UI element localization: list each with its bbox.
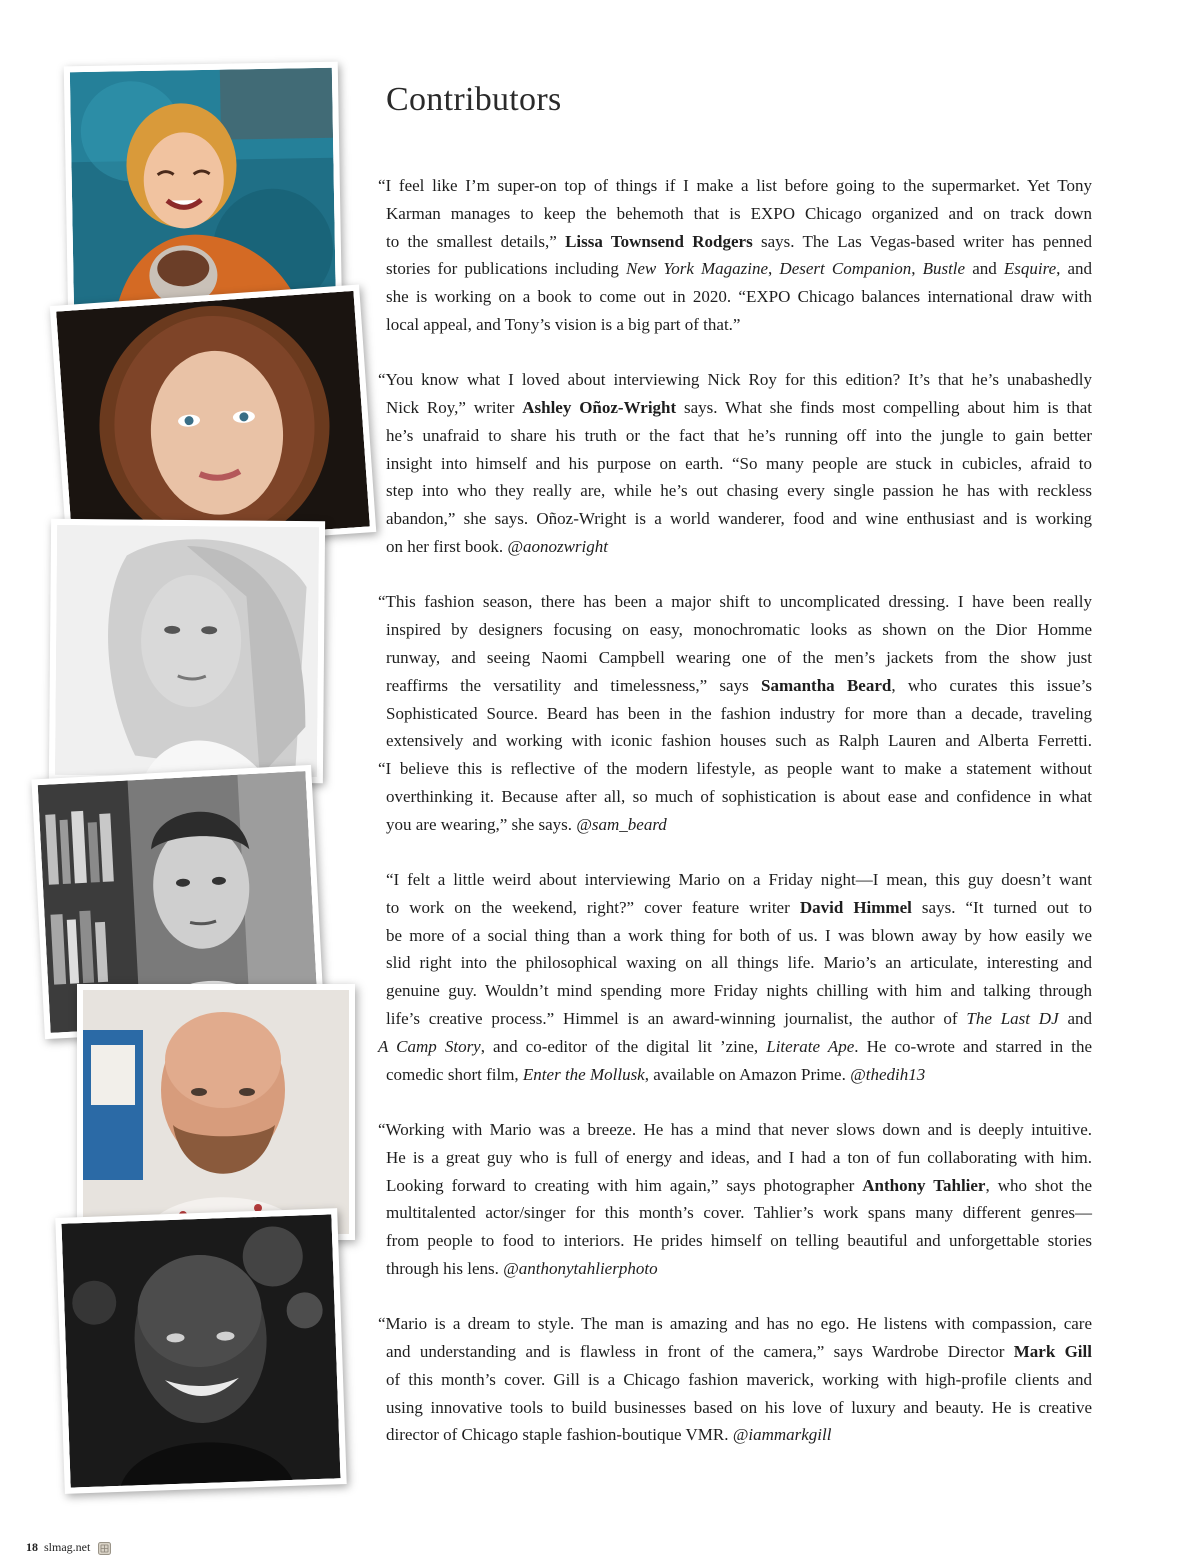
social-handle[interactable]: @anthonytahlierphoto — [503, 1258, 658, 1278]
book-title: A Camp Story — [378, 1036, 481, 1056]
bio-line: of this month’s cover. Gill is a Chicago fashion maverick, working with high-profile clients and — [386, 1369, 1092, 1389]
bio-line: Nick Roy,” writer Ashley Oñoz-Wright says. What she finds most compelling about him is that — [386, 398, 1092, 418]
woman-blonde-bw-icon — [55, 525, 319, 777]
bio-onoz-wright — [378, 366, 1092, 561]
bio-line: He is a great guy who is full of energy and ideas, and I had a ton of fun collaborating with him. — [386, 1147, 1092, 1167]
bio-line: insight into himself and his purpose on earth. “So many people are stuck in cubicles, afraid to — [386, 453, 1092, 473]
publication-title: New York Magazine — [625, 259, 769, 279]
bio-line: be more of a social thing than a work thing for both of us. I was blown away by how easily we — [386, 925, 1092, 945]
social-handle[interactable]: @thedih13 — [850, 1064, 926, 1084]
bio-rodgers — [378, 172, 1092, 339]
bio-line: comedic short film, Enter the Mollusk, available on Amazon Prime. @thedih13 — [386, 1064, 926, 1084]
bio-line: “Mario is a dream to style. The man is amazing and has no ego. He listens with compassion, care — [378, 1314, 1092, 1334]
bio-line: stories for publications including New York Magazine, Desert Companion, Bustle and Esquire, and — [386, 259, 1093, 279]
bio-tahlier — [378, 1116, 1092, 1283]
bio-line: reaffirms the versatility and timelessness,” says Samantha Beard, who curates this issue’s — [386, 675, 1092, 695]
bio-line: “I felt a little weird about interviewing Mario on a Friday night—I mean, this guy doesn’t want — [386, 870, 1092, 890]
bio-line: using innovative tools to build businesses based on his love of luxury and beauty. He is creative — [386, 1397, 1092, 1417]
bio-line: Looking forward to creating with him again,” says photographer Anthony Tahlier, who shot the — [386, 1175, 1093, 1195]
bio-line: on her first book. @aonozwright — [386, 537, 608, 557]
social-handle[interactable]: @aonozwright — [507, 537, 608, 557]
bio-line: you are wearing,” she says. @sam_beard — [386, 814, 667, 834]
bio-line: director of Chicago staple fashion-boutique VMR. @iammarkgill — [386, 1425, 832, 1445]
bio-line: through his lens. @anthonytahlierphoto — [386, 1258, 658, 1278]
contributor-photo-onoz-wright — [50, 284, 377, 553]
bio-line: from people to food to interiors. He prides himself on telling beautiful and unforgettable stories — [386, 1231, 1092, 1251]
contributor-photo-gill — [55, 1208, 346, 1494]
contributor-name: Anthony Tahlier — [862, 1175, 986, 1195]
bio-line: “I feel like I’m super-on top of things if I make a list before going to the supermarket. Yet Tony — [378, 176, 1092, 195]
bald-man-beard-icon — [83, 990, 349, 1234]
bio-line: runway, and seeing Naomi Campbell wearing one of the men’s jackets from the show just — [386, 647, 1092, 667]
zine-title: Literate Ape — [766, 1036, 855, 1056]
bio-line: he’s unafraid to share his truth or the fact that he’s running off into the jungle to gain better — [386, 425, 1092, 445]
bio-line: and understanding and is flawless in front of the camera,” says Wardrobe Director Mark Gill — [386, 1341, 1092, 1361]
bio-line: A Camp Story, and co-editor of the digital lit ’zine, Literate Ape. He co-wrote and starred in the — [378, 1036, 1093, 1056]
woman-curly-hair-icon — [56, 291, 370, 547]
bio-line: she is working on a book to come out in 2020. “EXPO Chicago balances international draw with — [386, 287, 1092, 307]
bio-line: life’s creative process.” Himmel is an award-winning journalist, the author of The Last DJ and — [386, 1009, 1092, 1029]
bio-himmel — [378, 866, 1092, 1088]
contributor-name: Lissa Townsend Rodgers — [565, 231, 753, 251]
bio-line: to work on the weekend, right?” cover feature writer David Himmel says. “It turned out to — [386, 897, 1092, 917]
contributor-name: Ashley Oñoz-Wright — [522, 398, 677, 418]
bio-line: “You know what I loved about interviewing Nick Roy for this edition? It’s that he’s unabashedly — [378, 370, 1092, 390]
woman-red-hair-icon — [70, 68, 336, 323]
bio-line: Karman manages to keep the behemoth that is EXPO Chicago organized and on track down — [386, 203, 1092, 223]
bio-gill — [378, 1310, 1092, 1449]
bio-line: local appeal, and Tony’s vision is a big part of that.” — [386, 314, 741, 334]
bio-beard — [378, 588, 1092, 838]
book-title: The Last DJ — [966, 1009, 1059, 1029]
publication-title: Bustle — [922, 259, 966, 279]
page-title: Contributors — [386, 80, 562, 118]
bio-line: genuine guy. Wouldn’t mind spending more Friday nights chilling with him and talking through — [386, 981, 1092, 1001]
publication-title: Desert Companion — [779, 259, 912, 279]
contributor-name: David Himmel — [799, 897, 912, 917]
smiling-man-bw-icon — [61, 1214, 340, 1487]
social-handle[interactable]: @sam_beard — [576, 814, 667, 834]
bio-line: overthinking it. Because after all, so much of sophistication is about ease and confidence in what — [386, 786, 1092, 806]
page-footer — [26, 1540, 111, 1555]
bio-line: abandon,” she says. Oñoz-Wright is a world wanderer, food and wine enthusiast and is working — [386, 509, 1092, 529]
bio-line: “This fashion season, there has been a major shift to uncomplicated dressing. I have been really — [378, 592, 1092, 612]
page-number: 18 — [26, 1540, 38, 1554]
contributor-name: Samantha Beard — [760, 675, 892, 695]
contributor-name: Mark Gill — [1013, 1341, 1092, 1361]
magazine-logo-icon — [98, 1542, 111, 1555]
bio-line: “Working with Mario was a breeze. He has a mind that never slows down and is deeply intuitive. — [378, 1119, 1092, 1139]
publication-title: Esquire — [1003, 259, 1057, 279]
bio-line: slid right into the philosophical waxing on all things life. Mario’s an articulate, interesting and — [386, 953, 1092, 973]
contributor-bios — [378, 172, 1092, 1477]
contributor-photo-beard — [49, 519, 325, 783]
bio-line: step into who they really are, while he’s out chasing every single passion he has with reckless — [386, 481, 1092, 501]
film-title: Enter the Mollusk — [522, 1064, 645, 1084]
bio-line: extensively and working with iconic fashion houses such as Ralph Lauren and Alberta Ferretti. — [386, 731, 1092, 751]
bio-line: multitalented actor/singer for this month’s cover. Tahlier’s work spans many different genres— — [386, 1203, 1092, 1223]
site-url[interactable]: slmag.net — [44, 1540, 91, 1554]
bio-line: “I believe this is reflective of the modern lifestyle, as people want to make a statement without — [378, 759, 1092, 779]
contributor-photo-tahlier — [77, 984, 355, 1240]
social-handle[interactable]: @iammarkgill — [732, 1425, 832, 1445]
bio-line: inspired by designers focusing on easy, monochromatic looks as shown on the Dior Homme — [386, 620, 1092, 640]
bio-line: to the smallest details,” Lissa Townsend Rodgers says. The Las Vegas-based writer has penned — [386, 231, 1092, 251]
bio-line: Sophisticated Source. Beard has been in the fashion industry for more than a decade, traveling — [386, 703, 1092, 723]
